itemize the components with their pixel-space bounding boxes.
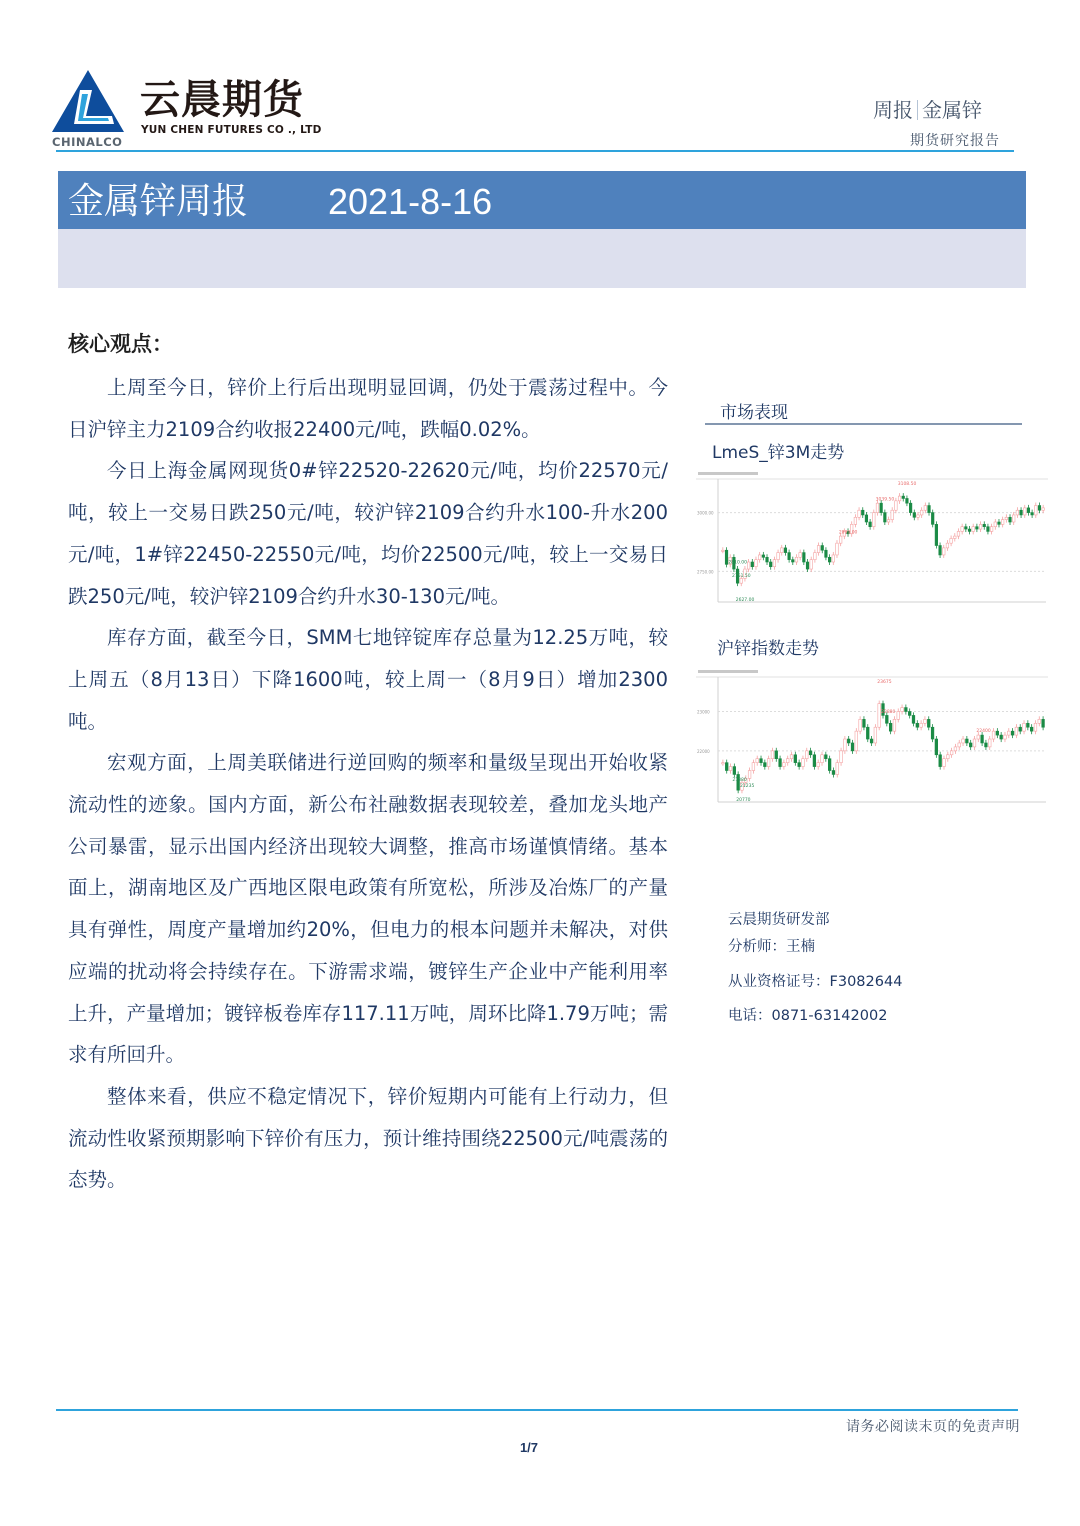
paragraph-outlook: 整体来看，供应不稳定情况下，锌价短期内可能有上行动力，但流动性收紧预期影响下锌价有压力，预计维持围绕22500元/吨震荡的态势。 [68, 1084, 668, 1192]
svg-text:2627.00: 2627.00 [735, 598, 755, 603]
company-name-en: YUN CHEN FUTURES CO ., LTD [141, 124, 322, 136]
shfe-zinc-chart [696, 668, 1048, 808]
svg-text:3000.00: 3000.00 [697, 510, 714, 516]
banner-subpanel [58, 229, 1026, 288]
contact-phone: 电话：0871-63142002 [728, 1008, 888, 1024]
svg-text:22400: 22400 [976, 729, 991, 735]
svg-text:2899.00: 2899.00 [838, 530, 858, 536]
footer-divider [56, 1409, 1018, 1411]
paragraph-spot: 今日上海金属网现货0#锌22520-22620元/吨，均价22570元/吨，较上一交易日跌250元/吨，较沪锌2109合约升水100-升水200元/吨，1#锌22450-22550元/吨，均价22500元/吨，较上一交易日跌250元/吨，较沪锌2109合约升水30-130元/吨。 [68, 459, 668, 608]
svg-text:23675: 23675 [877, 680, 892, 685]
paragraph-price: 上周至今日，锌价上行后出现明显回调，仍处于震荡过程中。今日沪锌主力2109合约收报22400元/吨，跌幅0.02%。 [68, 376, 668, 441]
chart2-title: 沪锌指数走势 [717, 639, 819, 659]
company-name-cn: 云晨期货 [140, 77, 304, 123]
disclaimer-note: 请务必阅读末页的免责声明 [846, 1419, 1020, 1435]
report-body [68, 367, 668, 1201]
svg-text:20770: 20770 [736, 798, 751, 803]
svg-text:22880: 22880 [881, 710, 896, 716]
analyst-name: 分析师：王楠 [728, 939, 815, 955]
report-kind: 期货研究报告 [910, 133, 1000, 149]
company-logo-icon [52, 70, 124, 132]
market-divider [705, 423, 1022, 425]
header-divider [56, 150, 1014, 152]
lme-zinc-chart [696, 470, 1048, 608]
paragraph-macro: 宏观方面，上周美联储进行逆回购的频率和量级呈现出开始收紧流动性的迹象。国内方面，新公布社融数据表现较差，叠加龙头地产公司暴雷，显示出国内经济出现较大调整，推高市场谨慎情绪。基本面上，湖南地区及广西地区限电政策有所宽松，所涉及冶炼厂的产量具有弹性，周度产量增加约20%，但电力的根本问题并未解决，对供应端的扰动将会持续存在。下游需求端，镀锌生产企业中产能利用率上升，产量增加；镀锌板卷库存117.11万吨，周环比降1.79万吨；需求有所回升。 [68, 751, 668, 1067]
svg-text:23000: 23000 [697, 709, 710, 715]
chart1-title: LmeS_锌3M走势 [712, 443, 845, 463]
divider [917, 100, 918, 120]
core-view-heading: 核心观点： [68, 332, 173, 356]
page-number: 1/7 [519, 1440, 539, 1455]
svg-text:3039.50: 3039.50 [875, 497, 895, 503]
report-type-label [873, 94, 982, 123]
svg-text:21380: 21380 [732, 778, 747, 784]
svg-text:21235: 21235 [740, 783, 755, 789]
research-dept: 云晨期货研发部 [728, 912, 830, 928]
svg-text:3108.50: 3108.50 [897, 482, 917, 487]
report-date: 2021-8-16 [328, 181, 493, 222]
svg-text:22000: 22000 [697, 748, 710, 754]
svg-text:2810.00: 2810.00 [728, 560, 747, 566]
license-number: 从业资格证号：F3082644 [728, 974, 903, 990]
report-type: 周报 [873, 98, 913, 122]
brand-chinalco: CHINALCO [52, 135, 123, 149]
page-title: 金属锌周报 [68, 181, 249, 222]
svg-text:2751.50: 2751.50 [732, 574, 751, 580]
report-category: 金属锌 [922, 98, 982, 122]
svg-text:2750.00: 2750.00 [697, 569, 714, 575]
paragraph-inventory: 库存方面，截至今日，SMM七地锌锭库存总量为12.25万吨，较上周五（8月13日）下降1600吨，较上周一（8月9日）增加2300吨。 [68, 626, 668, 733]
market-section-title: 市场表现 [720, 403, 788, 423]
